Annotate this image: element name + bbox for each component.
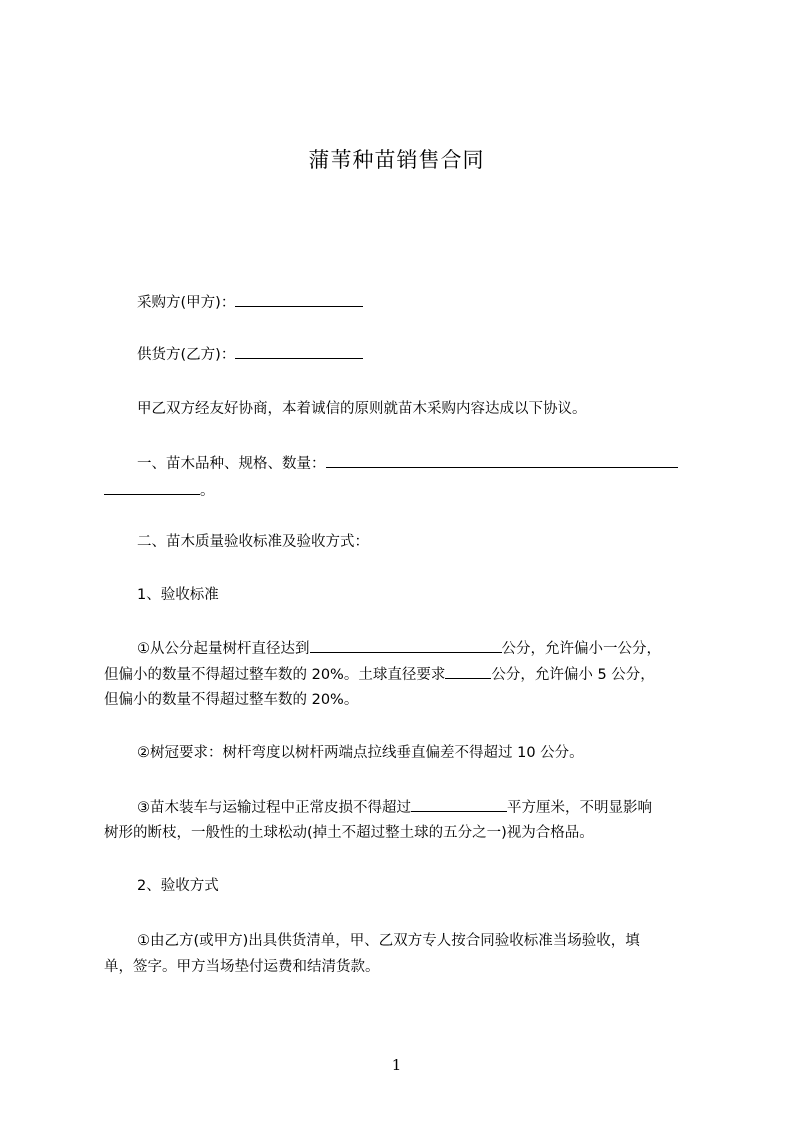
item1-line-1 xyxy=(137,638,661,659)
sub1-title: 1、验收标准 xyxy=(137,587,219,603)
item1-text-b: 公分，允许偏小一公分， xyxy=(501,641,661,657)
method1-line-1: ①由乙方(或甲方)出具供货清单，甲、乙双方专人按合同验收标准当场验收，填 xyxy=(137,933,640,949)
page-number: 1 xyxy=(391,1056,402,1074)
item1-line-3: 但偏小的数量不得超过整车数的 20%。 xyxy=(104,692,359,708)
buyer-label: 采购方(甲方)： xyxy=(137,295,236,311)
root-ball-blank xyxy=(445,664,491,679)
item1-text-a: ①从公分起量树杆直径达到 xyxy=(137,641,310,657)
section1-line-2 xyxy=(104,480,215,501)
item3-line-2: 树形的断枝，一般性的土球松动(掉土不超过整土球的五分之一)视为合格品。 xyxy=(104,825,594,841)
document-title: 蒲苇种苗销售合同 xyxy=(308,148,485,172)
sub2-title: 2、验收方式 xyxy=(137,878,219,894)
item1-text-d: 公分，允许偏小 5 公分， xyxy=(491,667,655,683)
section1-line xyxy=(137,453,678,474)
section1-end: 。 xyxy=(200,483,215,499)
item3-text-a: ③苗木装车与运输过程中正常皮损不得超过 xyxy=(137,800,411,816)
item2-line: ②树冠要求：树杆弯度以树杆两端点拉线垂直偏差不得超过 10 公分。 xyxy=(137,745,584,761)
supplier-line xyxy=(137,344,363,365)
section1-label: 一、苗木品种、规格、数量： xyxy=(137,456,326,472)
bark-damage-blank xyxy=(411,797,507,812)
section2-title: 二、苗木质量验收标准及验收方式： xyxy=(137,534,369,550)
item1-text-c: 但偏小的数量不得超过整车数的 20%。土球直径要求 xyxy=(104,667,446,683)
item3-line-1 xyxy=(137,797,652,818)
section1-blank-2 xyxy=(104,480,200,495)
item3-text-b: 平方厘米，不明显影响 xyxy=(507,800,652,816)
trunk-diameter-blank xyxy=(310,638,502,653)
section1-blank xyxy=(326,453,678,468)
item1-line-2 xyxy=(104,664,655,685)
intro-paragraph: 甲乙双方经友好协商，本着诚信的原则就苗木采购内容达成以下协议。 xyxy=(137,401,587,417)
supplier-label: 供货方(乙方)： xyxy=(137,347,236,363)
buyer-blank xyxy=(235,292,363,307)
method1-line-2: 单，签字。甲方当场垫付运费和结清货款。 xyxy=(104,959,380,975)
buyer-line xyxy=(137,292,363,313)
supplier-blank xyxy=(235,344,363,359)
